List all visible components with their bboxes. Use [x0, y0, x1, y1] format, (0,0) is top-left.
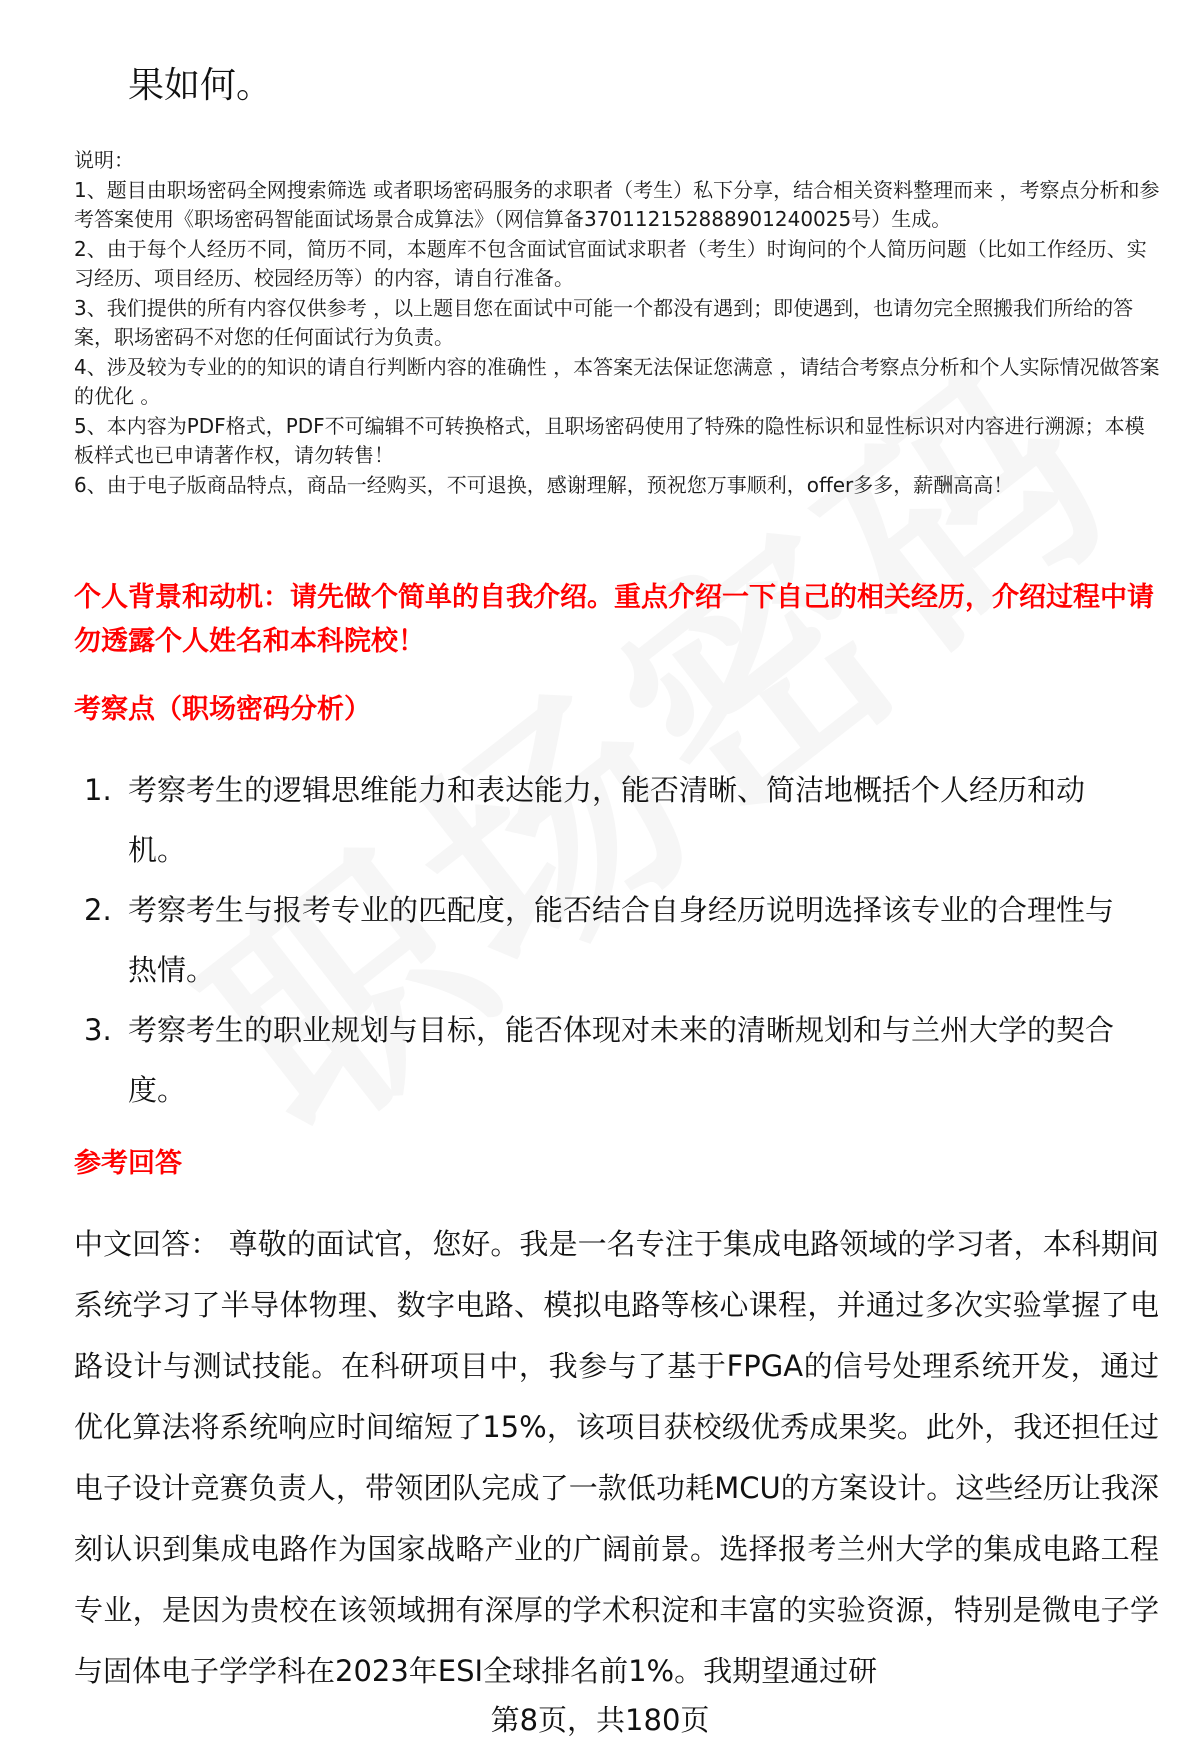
exam-points-list: [74, 760, 1124, 1120]
exam-point-number: 3.: [84, 1013, 112, 1047]
note-item: 6、由于电子版商品特点，商品一经购买，不可退换，感谢理解，预祝您万事顺利，offer多多，薪酬高高！: [74, 472, 1014, 497]
exam-point-number: 1.: [84, 773, 112, 807]
note-item: 3、我们提供的所有内容仅供参考 ，以上题目您在面试中可能一个都没有遇到；即使遇到，也请勿完全照搬我们所给的答案，职场密码不对您的任何面试行为负责。: [74, 295, 1134, 349]
note-item: 5、本内容为PDF格式，PDF不可编辑不可转换格式，且职场密码使用了特殊的隐性标识和显性标识对内容进行溯源；本模板样式也已申请著作权，请勿转售！: [74, 413, 1145, 467]
exam-point-number: 2.: [84, 893, 112, 927]
note-item: 4、涉及较为专业的的知识的请自行判断内容的准确性 ，本答案无法保证您满意 ，请结合考察点分析和个人实际情况做答案的优化 。: [74, 354, 1160, 408]
answer-title: 参考回答: [74, 1148, 182, 1179]
exam-point-text: 考察考生的职业规划与目标，能否体现对未来的清晰规划和与兰州大学的契合度。: [128, 1013, 1115, 1107]
notes-heading: 说明：: [74, 148, 134, 172]
note-item: 2、由于每个人经历不同，简历不同，本题库不包含面试官面试求职者（考生）时询问的个人简历问题（比如工作经历、实习经历、项目经历、校园经历等）的内容，请自行准备。: [74, 236, 1147, 290]
note-item: 1、题目由职场密码全网搜索筛选 或者职场密码服务的求职者（考生）私下分享，结合相关资料整理而来 ，考察点分析和参考答案使用《职场密码智能面试场景合成算法》（网信算备370112152888901240025号）生成。: [74, 177, 1160, 231]
answer-text: 中文回答： 尊敬的面试官，您好。我是一名专注于集成电路领域的学习者，本科期间系统学习了半导体物理、数字电路、模拟电路等核心课程，并通过多次实验掌握了电路设计与测试技能。在科研项目中，我参与了基于FPGA的信号处理系统开发，通过优化算法将系统响应时间缩短了15%，该项目获校级优秀成果奖。此外，我还担任过电子设计竞赛负责人，带领团队完成了一款低功耗MCU的方案设计。这些经历让我深刻认识到集成电路作为国家战略产业的广阔前景。选择报考兰州大学的集成电路工程专业，是因为贵校在该领域拥有深厚的学术积淀和丰富的实验资源，特别是微电子学与固体电子学学科在2023年ESI全球排名前1%。我期望通过研: [74, 1227, 1159, 1688]
interview-question: 个人背景和动机：请先做个简单的自我介绍。重点介绍一下自己的相关经历，介绍过程中请勿透露个人姓名和本科院校！: [74, 582, 1154, 657]
exam-point-item: [74, 880, 1124, 1000]
disclaimer-notes: [74, 146, 1164, 500]
exam-point-text: 考察考生的逻辑思维能力和表达能力，能否清晰、简洁地概括个人经历和动机。: [128, 773, 1086, 867]
page-number: 第8页，共180页: [490, 1703, 710, 1737]
exam-point-text: 考察考生与报考专业的匹配度，能否结合自身经历说明选择该专业的合理性与热情。: [128, 893, 1115, 987]
exam-point-item: [74, 1000, 1124, 1120]
exam-point-item: [74, 760, 1124, 880]
exam-points-title: 考察点（职场密码分析）: [74, 694, 371, 725]
previous-answer-tail: 果如何。: [128, 65, 273, 106]
